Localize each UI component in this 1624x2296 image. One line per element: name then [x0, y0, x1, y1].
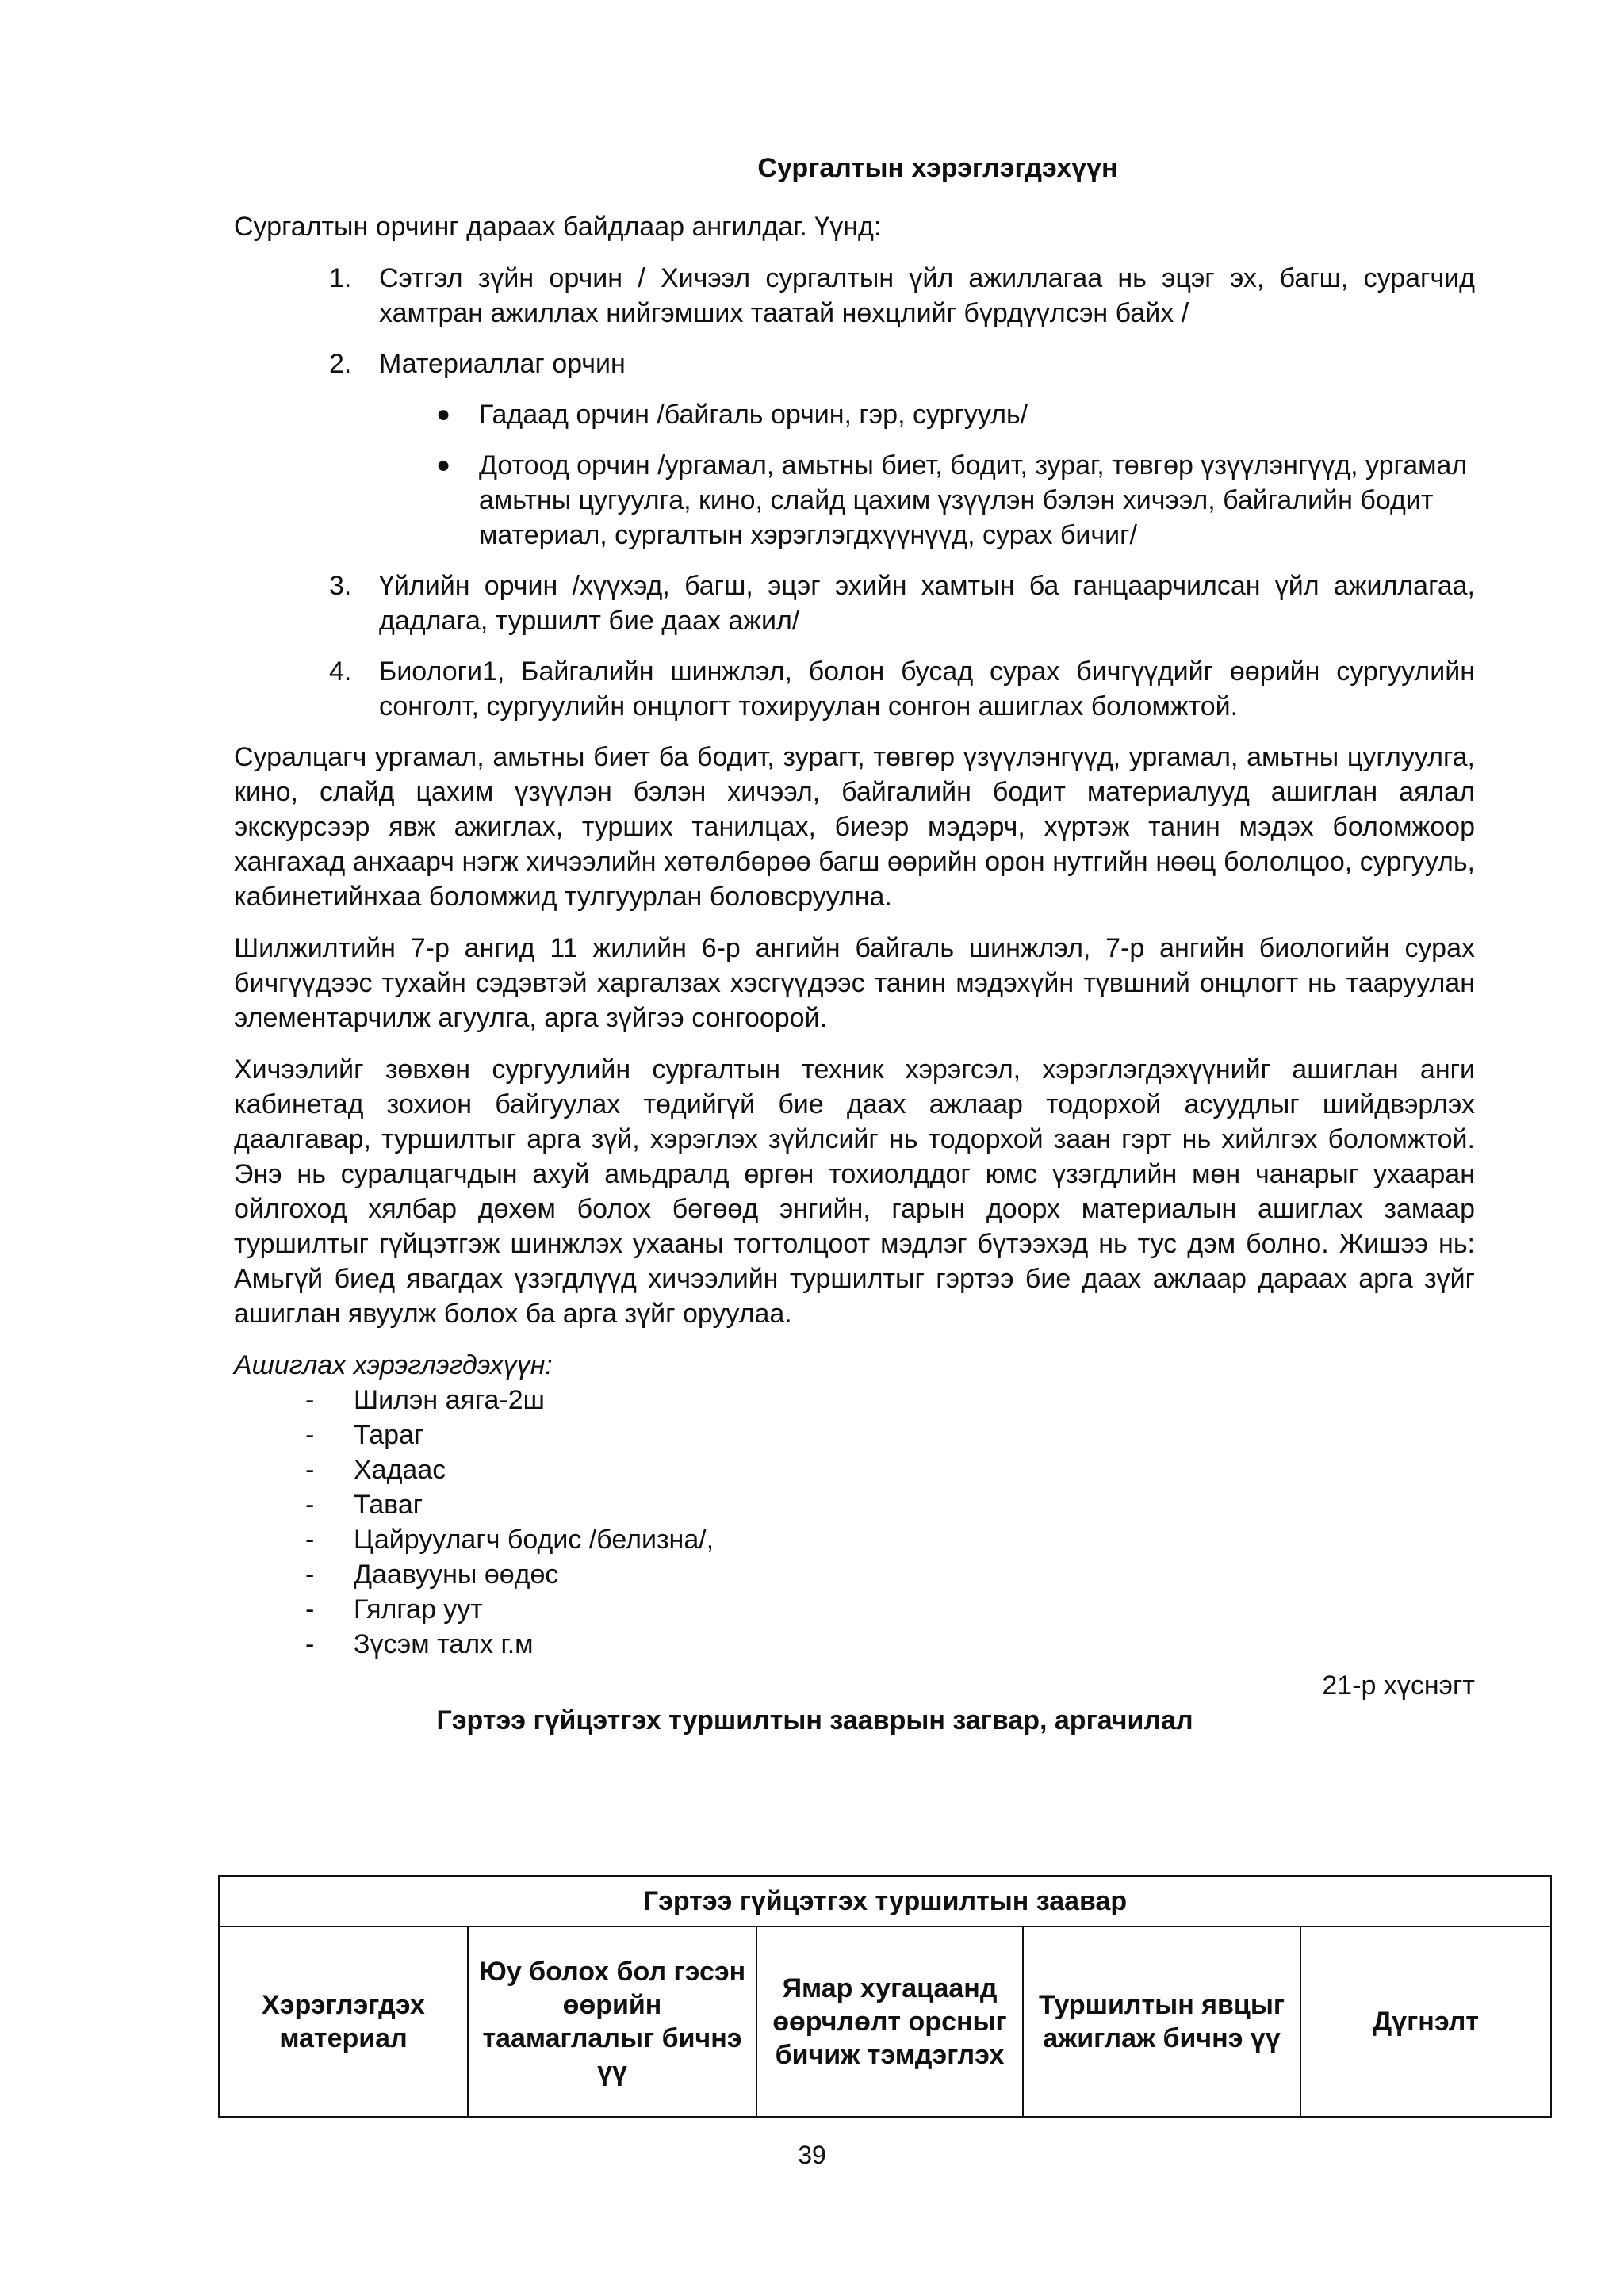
dash-icon: - — [305, 1629, 315, 1659]
bullet-icon: ● — [436, 401, 451, 427]
item-number: 4. — [329, 656, 352, 687]
numbered-item — [234, 346, 1475, 381]
material-text: Цайруулагч бодис /белизна/, — [354, 1525, 714, 1555]
table-title: Гэртээ гүйцэтгэх туршилтын зааврын загвар, аргачилал — [436, 1705, 1193, 1735]
bullet-icon: ● — [436, 452, 451, 478]
material-text: Хадаас — [354, 1455, 446, 1485]
material-item — [234, 1418, 1475, 1452]
page-content — [234, 151, 1475, 1738]
bullet-item — [234, 397, 1475, 432]
column-header: Ямар хугацаанд өөрчлөлт орсныг бичиж тэмдэглэх — [756, 1927, 1023, 2117]
numbered-item — [234, 568, 1475, 638]
material-text: Таваг — [354, 1490, 423, 1520]
dash-icon: - — [305, 1594, 315, 1624]
material-text: Даавууны өөдөс — [354, 1559, 559, 1590]
dash-icon: - — [305, 1525, 315, 1555]
numbered-item — [234, 261, 1475, 331]
intro-paragraph: Сургалтын орчинг дараах байдлаар ангилдаг. Үүнд: — [234, 212, 882, 242]
material-item — [234, 1522, 1475, 1557]
table-header: Гэртээ гүйцэтгэх туршилтын заавар — [219, 1876, 1551, 1927]
bullet-text: Гадаад орчин /байгаль орчин, гэр, сургууль/ — [479, 400, 1028, 430]
material-text: Тараг — [354, 1420, 424, 1450]
item-number: 2. — [329, 349, 352, 379]
table-number: 21-р хүснэгт — [1322, 1670, 1475, 1701]
material-text: Гялгар уут — [354, 1594, 483, 1624]
material-item — [234, 1627, 1475, 1662]
dash-icon: - — [305, 1455, 315, 1485]
experiment-table — [218, 1875, 1552, 2118]
column-header: Юу болох бол гэсэн өөрийн таамаглалыг бичнэ үү — [468, 1927, 756, 2117]
column-header: Туршилтын явцыг ажиглаж бичнэ үү — [1023, 1927, 1300, 2117]
dash-icon: - — [305, 1385, 315, 1415]
page-number: 39 — [798, 2141, 826, 2169]
section-title: Сургалтын хэрэглэгдэхүүн — [757, 153, 1118, 183]
material-item — [234, 1557, 1475, 1592]
item-text: Үйлийн орчин /хүүхэд, багш, эцэг эхийн хамтын ба ганцаарчилсан үйл ажиллагаа, дадлага, туршилт бие даах ажил/ — [379, 571, 1475, 636]
material-text: Шилэн аяга-2ш — [354, 1385, 545, 1415]
column-header: Дүгнэлт — [1300, 1927, 1551, 2117]
item-text: Материаллаг орчин — [379, 349, 626, 379]
bullet-item — [234, 448, 1475, 553]
item-number: 1. — [329, 263, 352, 293]
item-text: Сэтгэл зүйн орчин / Хичээл сургалтын үйл ажиллагаа нь эцэг эх, багш, сурагчид хамтран ажиллах нийгэмших таатай нөхцлийг бүрдүүлсэн байх / — [379, 263, 1475, 328]
item-text: Биологи1, Байгалийн шинжлэл, болон бусад сурах бичгүүдийг өөрийн сургуулийн сонголт, сургуулийн онцлогт тохируулан сонгон ашиглах боломжтой. — [379, 656, 1475, 721]
dash-icon: - — [305, 1420, 315, 1450]
materials-heading: Ашиглах хэрэглэгдэхүүн: — [234, 1350, 553, 1380]
body-paragraph: Хичээлийг зөвхөн сургуулийн сургалтын техник хэрэгсэл, хэрэглэгдэхүүнийг ашиглан анги кабинетад зохион байгуулах төдийгүй бие даах ажлаар тодорхой асуудлыг шийдвэрлэх даалгавар, туршилтыг арга зүй, хэрэглэх зүйлсийг нь тодорхой заан гэрт нь хийлгэх боломжтой. Энэ нь суралцагчдын ахуй амьдралд өргөн тохиолддог юмс үзэгдлийн мөн чанарыг ухааран ойлгоход хялбар дөхөм болох бөгөөд энгийн, гарын доорх материалын ашиглах замаар туршилтыг гүйцэтгэж шинжлэх ухааны тогтолцоот мэдлэг бүтээхэд нь тус дэм болно. Жишээ нь: Амьгүй биед явагдах үзэгдлүүд хичээлийн туршилтыг гэртээ бие даах ажлаар дараах арга зүйг ашиглан явуулж болох ба арга зүйг оруулаа. — [234, 1054, 1475, 1329]
material-text: Зүсэм талх г.м — [354, 1629, 534, 1659]
body-paragraph: Шилжилтийн 7-р ангид 11 жилийн 6-р ангийн байгаль шинжлэл, 7-р ангийн биологийн сурах бичгүүдээс тухайн сэдэвтэй харгалзах хэсгүүдээс танин мэдэхүйн түвшний онцлогт нь тааруулан элементарчилж агуулга, арга зүйгээ сонгоорой. — [234, 933, 1475, 1033]
column-header: Хэрэглэгдэх материал — [219, 1927, 468, 2117]
body-paragraph: Суралцагч ургамал, амьтны биет ба бодит, зурагт, төвгөр үзүүлэнгүүд, ургамал, амьтны цуглуулга, кино, слайд цахим үзүүлэн бэлэн хичээл, байгалийн бодит материалууд ашиглан аялал экскурсээр явж ажиглах, турших танилцах, биеэр мэдэрч, хүртэж танин мэдэх боломжоор хангахад анхаарч нэгж хичээлийн хөтөлбөрөө багш өөрийн орон нутгийн нөөц бололцоо, сургууль, кабинетийнхаа боломжид тулгуурлан боловсруулна. — [234, 742, 1475, 912]
material-item — [234, 1452, 1475, 1487]
dash-icon: - — [305, 1490, 315, 1520]
numbered-item — [234, 654, 1475, 724]
item-number: 3. — [329, 571, 352, 601]
dash-icon: - — [305, 1559, 315, 1590]
material-item — [234, 1592, 1475, 1627]
material-item — [234, 1383, 1475, 1418]
bullet-text: Дотоод орчин /ургамал, амьтны биет, бодит, зураг, төвгөр үзүүлэнгүүд, ургамал амьтны цугуулга, кино, слайд цахим үзүүлэн бэлэн хичээл, байгалийн бодит материал, сургалтын хэрэглэгдхүүнүүд, сурах бичиг/ — [479, 450, 1468, 550]
material-item — [234, 1487, 1475, 1522]
